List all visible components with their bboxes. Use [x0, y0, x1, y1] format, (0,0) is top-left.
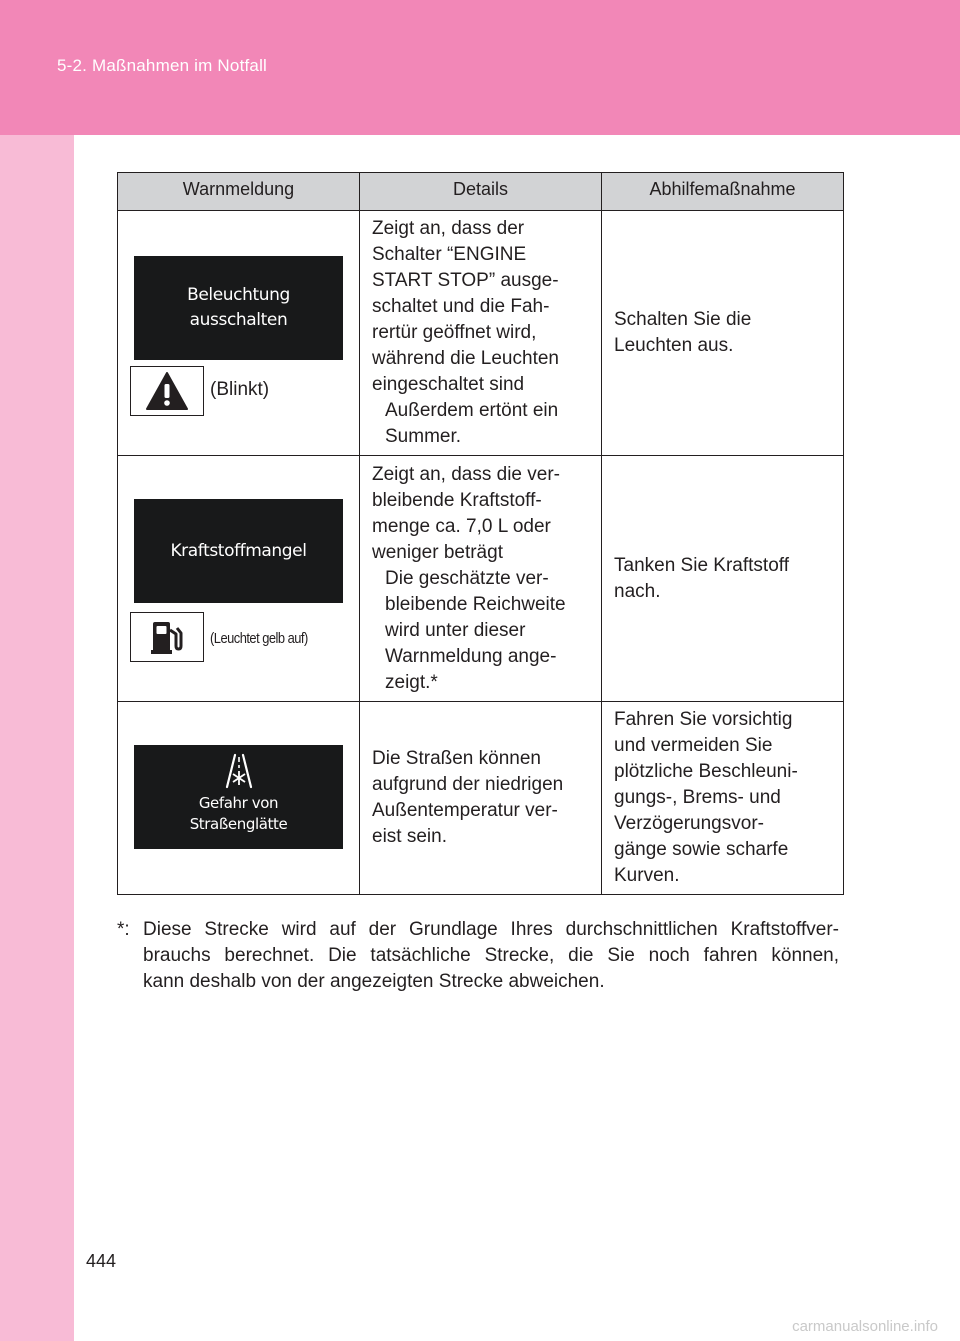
remedy-cell [602, 211, 844, 456]
remedy-line: und vermeiden Sie [614, 735, 773, 756]
icon-label: (Leuchtet gelb auf) [210, 630, 308, 647]
details-line: rertür geöffnet wird, [372, 322, 537, 343]
column-header-details: Details [360, 173, 602, 211]
details-line: menge ca. 7,0 L oder [372, 515, 551, 537]
details-cell [360, 456, 602, 702]
footnote-line: Diese Strecke wird auf der Grundlage Ihres durchschnittlichen Kraftstoffver- [143, 919, 839, 940]
details-note-line: wird unter dieser [385, 619, 526, 641]
section-title: 5-2. Maßnahmen im Notfall [57, 56, 268, 75]
icon-label: (Blinkt) [210, 379, 270, 400]
details-line: weniger beträgt [372, 541, 503, 563]
page-header [0, 0, 960, 135]
sidebar-margin [0, 135, 74, 1341]
remedy-line: gänge sowie scharfe [614, 839, 789, 860]
display-text: ausschalten [189, 310, 288, 330]
remedy-cell [602, 702, 844, 895]
warning-message-table [117, 172, 844, 895]
details-line: aufgrund der niedrigen [372, 774, 564, 795]
display-text: Straßenglätte [189, 815, 288, 833]
remedy-line: Tanken Sie Kraftstoff [614, 554, 789, 576]
remedy-line: Fahren Sie vorsichtig [614, 709, 793, 730]
warning-cell [118, 702, 360, 895]
table-row [118, 702, 844, 895]
details-line: eingeschaltet sind [372, 374, 525, 395]
details-line: schaltet und die Fah- [372, 296, 550, 317]
remedy-line: Verzögerungsvor- [614, 813, 764, 834]
details-line: eist sein. [372, 826, 447, 847]
remedy-line: gungs-, Brems- und [614, 787, 781, 808]
details-note-line: Summer. [385, 426, 462, 447]
warning-cell [118, 211, 360, 456]
details-note-line: zeigt.* [385, 671, 438, 693]
details-line: Außentemperatur ver- [372, 800, 558, 821]
details-note-line: Außerdem ertönt ein [385, 400, 559, 421]
footnote-text [117, 917, 839, 995]
fuel-pump-icon [130, 612, 204, 662]
warning-triangle-icon [130, 366, 204, 416]
display-message-low-fuel [134, 499, 343, 603]
table-header-row [118, 173, 844, 211]
details-line: Schalter “ENGINE [372, 244, 527, 265]
details-line: Zeigt an, dass der [372, 218, 525, 239]
icy-road-icon [224, 753, 254, 789]
remedy-line: Kurven. [614, 865, 680, 886]
details-line: START STOP” ausge- [372, 270, 559, 291]
details-note-line: bleibende Reichweite [385, 593, 566, 615]
display-text: Gefahr von [198, 794, 279, 812]
column-header-abhilfe: Abhilfemaßnahme [602, 173, 844, 211]
remedy-line: plötzliche Beschleuni- [614, 761, 798, 782]
details-cell [360, 211, 602, 456]
details-line: während die Leuchten [372, 348, 559, 369]
footnote [117, 917, 839, 995]
remedy-line: Leuchten aus. [614, 335, 734, 356]
table-row [118, 211, 844, 456]
details-note-line: Warnmeldung ange- [385, 645, 557, 667]
details-cell [360, 702, 602, 895]
column-header-warnmeldung: Warnmeldung [118, 173, 360, 211]
remedy-line: nach. [614, 580, 661, 602]
remedy-cell [602, 456, 844, 702]
footnote-mark: *: [117, 919, 130, 940]
display-message-icy-road [134, 745, 343, 849]
display-message-lights-off [134, 256, 343, 360]
page-number: 444 [86, 1251, 117, 1271]
table-row [118, 456, 844, 702]
details-note-line: Die geschätzte ver- [385, 567, 549, 589]
warning-cell [118, 456, 360, 702]
footnote-line: kann deshalb von der angezeigten Strecke abweichen. [143, 971, 605, 992]
remedy-line: Schalten Sie die [614, 309, 752, 330]
details-line: Die Straßen können [372, 748, 541, 769]
display-text: Beleuchtung [187, 285, 290, 305]
watermark: carmanualsonline.info [792, 1318, 938, 1335]
footnote-line: brauchs berechnet. Die tatsächliche Strecke, die Sie noch fahren können, [143, 945, 839, 966]
display-text: Kraftstoffmangel [170, 540, 307, 561]
details-line: bleibende Kraftstoff- [372, 489, 542, 511]
details-line: Zeigt an, dass die ver- [372, 463, 560, 485]
